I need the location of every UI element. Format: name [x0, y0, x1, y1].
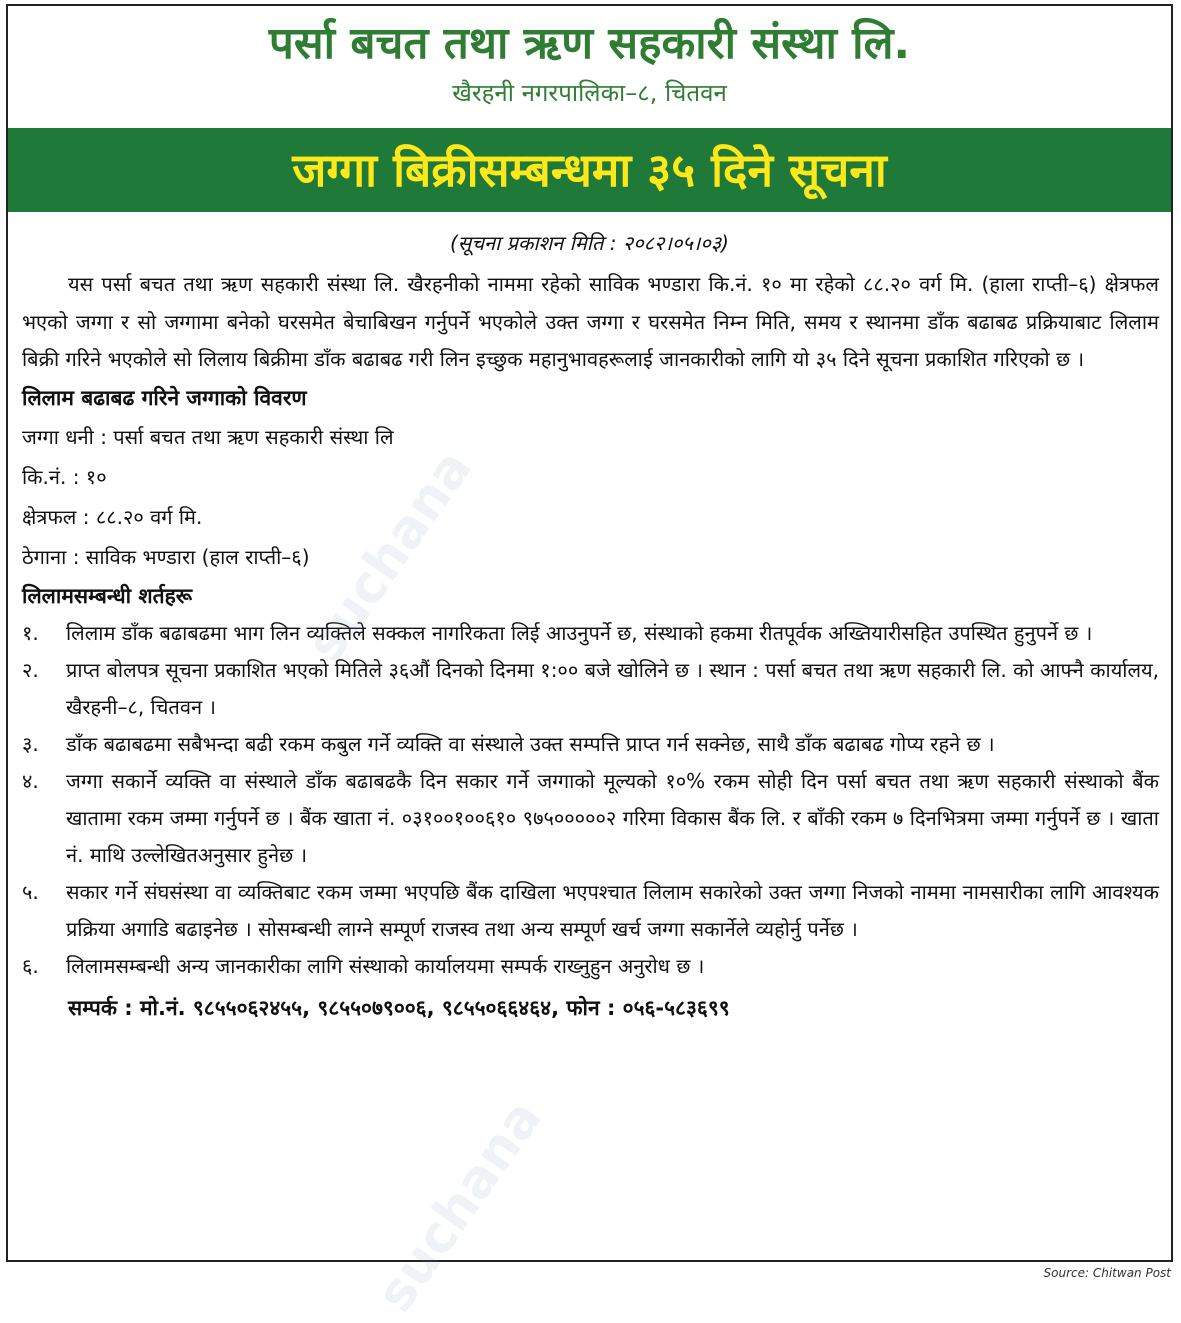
condition-item [22, 763, 1159, 874]
condition-number: १. [22, 620, 39, 645]
notice-body [22, 266, 1159, 1025]
condition-text: लिलाम डाँक बढाबढमा भाग लिन व्यक्तिले सक्कल नागरिकता लिई आउनुपर्ने छ, संस्थाको हकमा रीतपूर्वक अख्तियारीसहित उपस्थित हुनुपर्ने छ । [66, 620, 1093, 645]
condition-item [22, 615, 1159, 652]
condition-number: ४. [22, 768, 39, 793]
condition-text: सकार गर्ने संघसंस्था वा व्यक्तिबाट रकम जम्मा भएपछि बैंक दाखिला भएपश्चात लिलाम सकारेको उक्त जग्गा निजको नाममा नामसारीका लागि आवश्यक प्रक्रिया अगाडि बढाइनेछ । सोसम्बन्धी लाग्ने सम्पूर्ण राजस्व तथा अन्य सम्पूर्ण खर्च जग्गा सकार्नेले व्यहोर्नु पर्नेछ । [66, 879, 1159, 941]
watermark: suchana [365, 1089, 554, 1323]
organization-name: पर्सा बचत तथा ऋण सहकारी संस्था लि. [268, 18, 911, 69]
land-owner: जग्गा धनी : पर्सा बचत तथा ऋण सहकारी संस्था लि [22, 424, 394, 449]
condition-item [22, 948, 1159, 985]
land-details-heading: लिलाम बढाबढ गरिने जग्गाको विवरण [22, 385, 307, 410]
condition-item [22, 874, 1159, 948]
condition-item [22, 652, 1159, 726]
intro-paragraph: यस पर्सा बचत तथा ऋण सहकारी संस्था लि. खैरहनीको नाममा रहेको साविक भण्डारा कि.नं. १० मा रहेको ८८.२० वर्ग मि. (हाला राप्ती–६) क्षेत्रफल भएको जग्गा र सो जग्गामा बनेको घरसमेत बेचाबिखन गर्नुपर्ने भएकोले उक्त जग्गा र घरसमेत निम्न मिति, समय र स्थानमा डाँक बढाबढ प्रक्रियाबाट लिलाम बिक्री गरिने भएकोले सो लिलाय बिक्रीमा डाँक बढाबढ गरी लिन इच्छुक महानुभावहरूलाई जानकारीको लागि यो ३५ दिने सूचना प्रकाशित गरिएको छ । [22, 272, 1159, 371]
condition-number: ३. [22, 731, 39, 756]
source-credit: Source: Chitwan Post [1043, 1266, 1171, 1280]
condition-text: डाँक बढाबढमा सबैभन्दा बढी रकम कबुल गर्ने व्यक्ति वा संस्थाले उक्त सम्पत्ति प्राप्त गर्न सक्नेछ, साथै डाँक बढाबढ गोप्य रहने छ । [66, 731, 995, 756]
condition-number: २. [22, 657, 39, 682]
land-location: ठेगाना : साविक भण्डारा (हाल राप्ती–६) [22, 544, 310, 569]
publication-date: (सूचना प्रकाशन मिति : २०८२।०५।०३) [450, 231, 729, 255]
land-plot-number: कि.नं. : १० [22, 464, 107, 489]
condition-text: प्राप्त बोलपत्र सूचना प्रकाशित भएको मितिले ३६औं दिनको दिनमा १:०० बजे खोलिने छ । स्थान : पर्सा बचत तथा ऋण सहकारी लि. को आफ्नै कार्यालय, खैरहनी–८, चितवन । [66, 657, 1159, 719]
condition-text: लिलामसम्बन्धी अन्य जानकारीका लागि संस्थाको कार्यालयमा सम्पर्क राख्नुहुन अनुरोध छ । [66, 953, 705, 978]
condition-text: जग्गा सकार्ने व्यक्ति वा संस्थाले डाँक बढाबढकै दिन सकार गर्ने जग्गाको मूल्यको १०% रकम सोही दिन पर्सा बचत तथा ऋण सहकारी संस्थाको बैंक खातामा रकम जम्मा गर्नुपर्ने छ । बैंक खाता नं. ०३१००१००६१० ९७५०००००२ गरिमा विकास बैंक लि. र बाँकी रकम ७ दिनभित्रमा जम्मा गर्नुपर्ने छ । खाता नं. माथि उल्लेखितअनुसार हुनेछ । [66, 768, 1159, 867]
contact-info: सम्पर्क : मो.नं. ९८५५०६२४५५, ९८५५०७९००६, ९८५५०६६४६४, फोन : ०५६-५८३६९९ [68, 995, 730, 1020]
condition-number: ६. [22, 953, 39, 978]
title-banner [8, 128, 1171, 212]
condition-item [22, 726, 1159, 763]
notice-title: जग्गा बिक्रीसम्बन्धमा ३५ दिने सूचना [292, 143, 887, 197]
condition-number: ५. [22, 879, 39, 904]
land-area: क्षेत्रफल : ८८.२० वर्ग मि. [22, 504, 203, 529]
organization-address: खैरहनी नगरपालिका–८, चितवन [452, 79, 727, 107]
watermark: suchana [295, 439, 484, 673]
conditions-heading: लिलामसम्बन्धी शर्तहरू [22, 583, 193, 608]
